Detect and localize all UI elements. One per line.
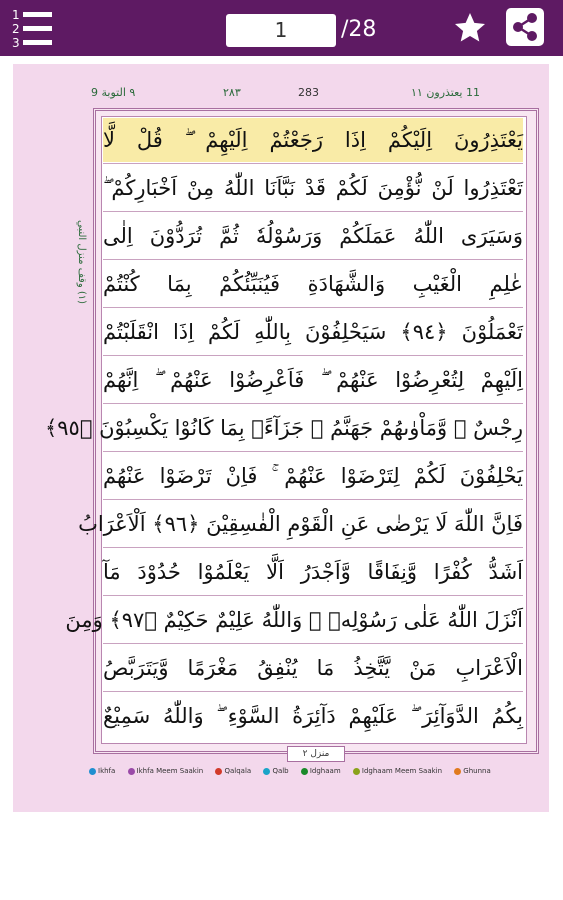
verse-line[interactable]: يَحْلِفُوْنَ لَكُمْ لِتَرْضَوْا عَنْهُمْ ۚ فَاِنْ تَرْضَوْا عَنْهُمْ	[103, 464, 523, 488]
legend-label: Qalqala	[224, 767, 252, 775]
line-divider	[103, 211, 523, 212]
line-divider	[103, 307, 523, 308]
legend-item	[89, 767, 115, 775]
verse-line[interactable]: فَاِنَّ اللّٰهَ لَا يَرْضٰى عَنِ الْقَوْمِ الْفٰسِقِيْنَ ﴿٩٦﴾ اَلْاَعْرَابُ	[78, 512, 523, 536]
header-juz-num: ١١	[411, 86, 423, 99]
header-surah-name: التوبة	[101, 86, 126, 99]
legend-color-dot	[263, 768, 270, 775]
header-left-num: 9	[91, 86, 98, 99]
legend-color-dot	[301, 768, 308, 775]
header-left-small: ٩	[129, 86, 136, 99]
svg-text:3: 3	[12, 36, 20, 50]
verse-line[interactable]: رِجْسٌ ۖ وَّمَاْوٰىهُمْ جَهَنَّمُ ۚ جَزَآءًۢ بِمَا كَانُوْا يَكْسِبُوْنَ ﴿٩٥﴾	[44, 416, 523, 440]
legend-color-dot	[128, 768, 135, 775]
numbered-list-icon[interactable]	[10, 7, 54, 49]
manzil-label: منزل ٢	[287, 746, 345, 762]
line-divider	[103, 691, 523, 692]
header-juz-name: يعتذرون	[426, 86, 463, 99]
legend-item	[263, 767, 288, 775]
mushaf-page	[13, 64, 549, 812]
verse-line[interactable]: اَشَدُّ كُفْرًا وَّنِفَاقًا وَّاَجْدَرُ اَلَّا يَعْلَمُوْا حُدُوْدَ مَآ	[103, 560, 523, 584]
verse-line[interactable]: اِلَيْهِمْ لِتُعْرِضُوْا عَنْهُمْ ۖ فَاَعْرِضُوْا عَنْهُمْ ۖ اِنَّهُمْ	[103, 368, 523, 392]
header-surah	[91, 86, 135, 99]
verse-line[interactable]: بِكُمُ الدَّوَآئِرَ ۖ عَلَيْهِمْ دَآئِرَةُ السَّوْءِ ۖ وَاللّٰهُ سَمِيْعٌ	[103, 704, 523, 728]
header-page-number: 283	[298, 86, 319, 99]
star-icon[interactable]	[452, 10, 488, 46]
legend-color-dot	[353, 768, 360, 775]
legend-label: Ghunna	[463, 767, 491, 775]
legend-color-dot	[454, 768, 461, 775]
legend-item	[454, 767, 490, 775]
page-total-label: /28	[341, 17, 377, 42]
page-number-input[interactable]: 1	[226, 14, 336, 47]
header-juz	[411, 86, 480, 99]
top-app-bar	[0, 0, 563, 56]
legend-item	[353, 767, 442, 775]
share-icon	[506, 8, 544, 46]
header-right-num: 11	[466, 86, 480, 99]
legend-item	[301, 767, 341, 775]
line-divider	[103, 547, 523, 548]
line-divider	[103, 355, 523, 356]
legend-color-dot	[215, 768, 222, 775]
line-divider	[103, 259, 523, 260]
legend-item	[215, 767, 251, 775]
verse-line[interactable]: عٰلِمِ الْغَيْبِ وَالشَّهَادَةِ فَيُنَبِّئُكُمْ بِمَا كُنْتُمْ	[103, 272, 523, 296]
verse-line[interactable]: اَنْزَلَ اللّٰهُ عَلٰى رَسُوْلِهٖ ۖ وَاللّٰهُ عَلِيْمٌ حَكِيْمٌ ﴿٩٧﴾ وَمِنَ	[65, 608, 523, 632]
line-divider	[103, 163, 523, 164]
legend-label: Ikhfa Meem Saakin	[136, 767, 204, 775]
legend-label: Idghaam	[309, 767, 341, 775]
legend-label: Idghaam Meem Saakin	[361, 767, 443, 775]
svg-text:1: 1	[12, 8, 20, 22]
verse-line[interactable]: تَعْتَذِرُوا لَنْ نُّؤْمِنَ لَكُمْ قَدْ نَبَّاَنَا اللّٰهُ مِنْ اَخْبَارِكُمْ ۖ	[103, 176, 523, 200]
line-divider	[103, 499, 523, 500]
verse-line[interactable]: يَعْتَذِرُونَ اِلَيْكُمْ اِذَا رَجَعْتُمْ اِلَيْهِمْ ۖ قُلْ لَّا	[103, 118, 523, 162]
header-page-arabic: ٢٨٣	[223, 86, 241, 99]
line-divider	[103, 643, 523, 644]
verse-line[interactable]: الْاَعْرَابِ مَنْ يَّتَّخِذُ مَا يُنْفِقُ مَغْرَمًا وَّيَتَرَبَّصُ	[103, 656, 523, 680]
legend-label: Qalb	[272, 767, 289, 775]
legend-color-dot	[89, 768, 96, 775]
verse-line[interactable]: وَسَيَرَى اللّٰهُ عَمَلَكُمْ وَرَسُوْلُهٗ ثُمَّ تُرَدُّوْنَ اِلٰى	[103, 224, 523, 248]
legend-item	[128, 767, 204, 775]
legend-label: Ikhfa	[98, 767, 116, 775]
line-divider	[103, 403, 523, 404]
tajweed-legend	[89, 767, 539, 781]
svg-text:2: 2	[12, 22, 20, 36]
verse-line[interactable]: تَعْمَلُوْنَ ﴿٩٤﴾ سَيَحْلِفُوْنَ بِاللّٰهِ لَكُمْ اِذَا انْقَلَبْتُمْ	[103, 320, 523, 344]
share-button[interactable]	[506, 8, 544, 46]
line-divider	[103, 451, 523, 452]
margin-note: (١) وقف منزل النبي	[76, 219, 87, 304]
line-divider	[103, 595, 523, 596]
